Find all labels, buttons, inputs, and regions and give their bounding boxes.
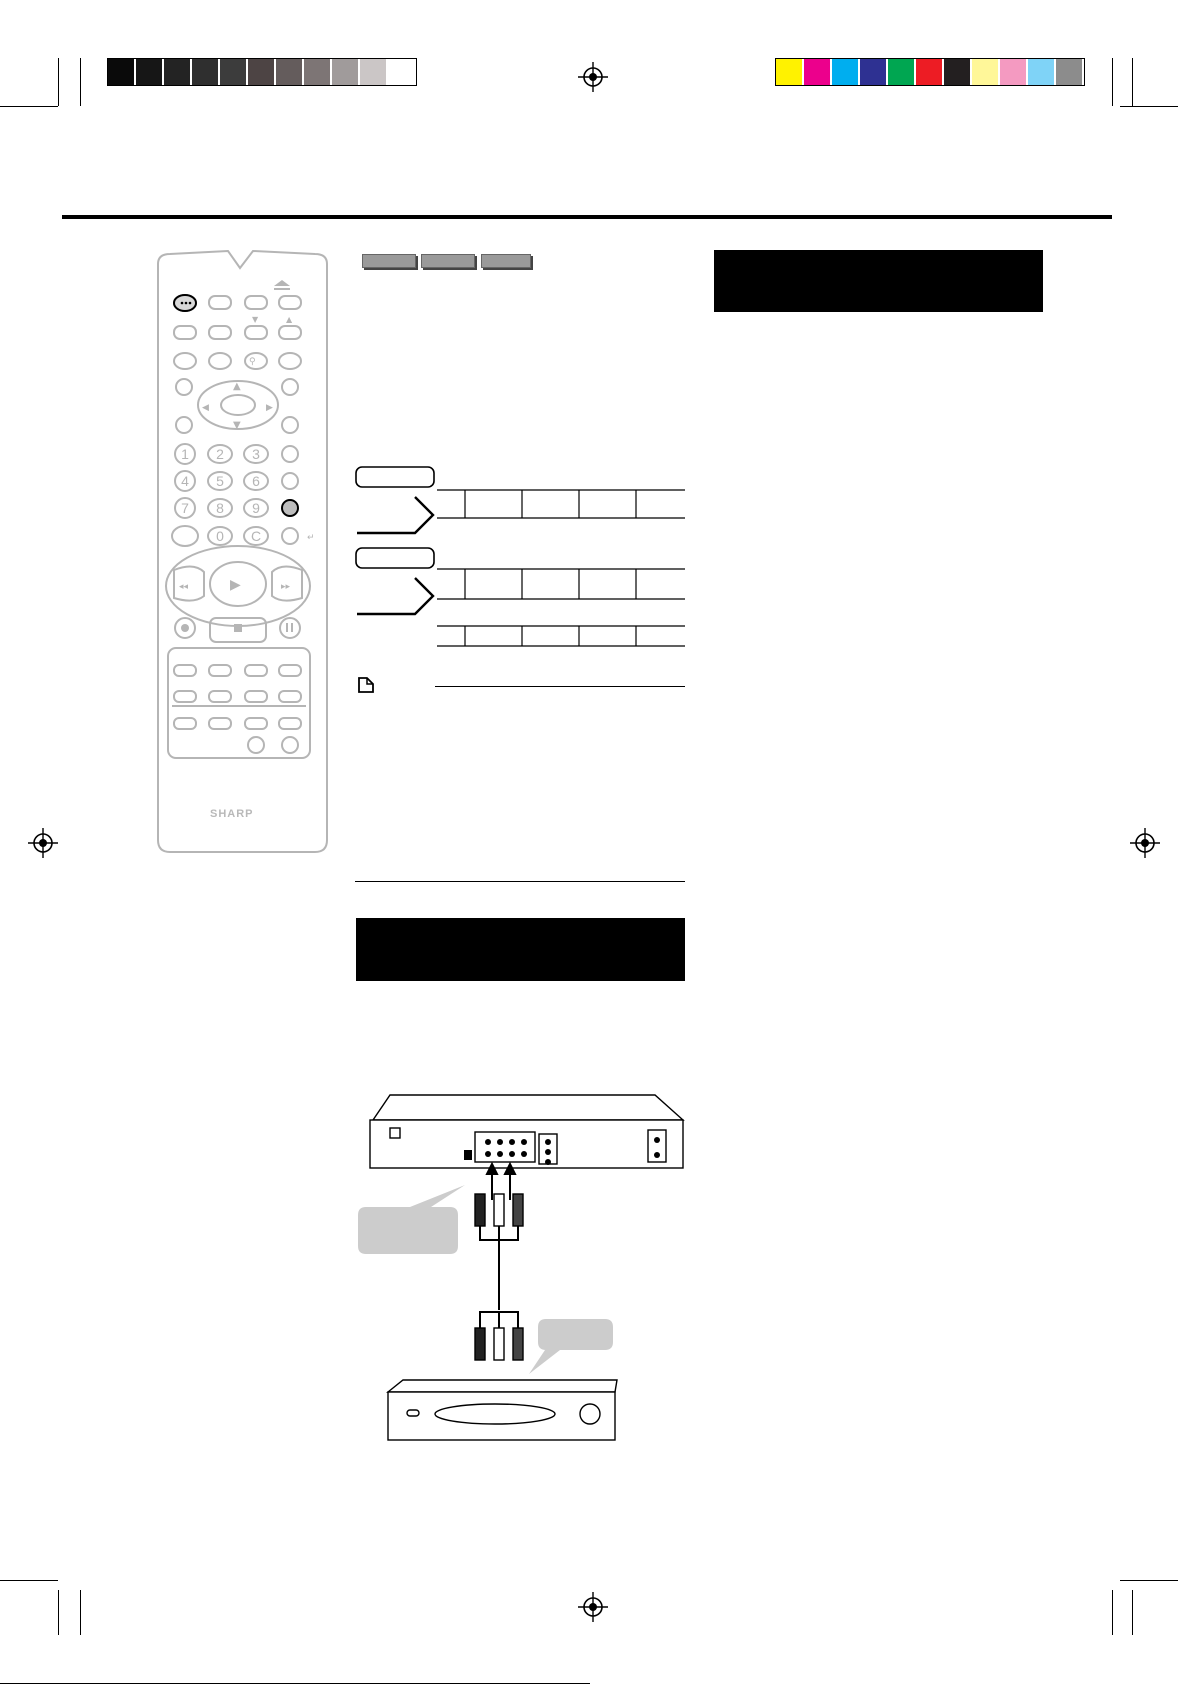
grayscale-bar <box>107 58 417 86</box>
right-heading-bar <box>714 250 1043 312</box>
svg-text:⚲: ⚲ <box>249 357 256 367</box>
mode-table-2 <box>355 546 690 651</box>
note-icon <box>357 676 375 694</box>
section-divider <box>355 881 685 882</box>
svg-text:7: 7 <box>181 500 189 516</box>
color-swatch <box>832 59 858 85</box>
recorder-rear-panel <box>370 1095 683 1168</box>
color-swatch <box>1000 59 1026 85</box>
color-swatch <box>388 59 414 85</box>
svg-text:▼: ▼ <box>233 420 241 431</box>
svg-text:0: 0 <box>216 528 224 544</box>
svg-text:↵: ↵ <box>307 533 315 543</box>
svg-text:▲: ▲ <box>286 315 293 324</box>
registration-target-icon <box>578 1592 608 1622</box>
svg-text:8: 8 <box>216 500 224 516</box>
section-heading-bar <box>356 918 685 981</box>
color-swatch <box>804 59 830 85</box>
color-swatch <box>108 59 134 85</box>
svg-text:▸▸: ▸▸ <box>281 582 291 592</box>
color-swatch <box>192 59 218 85</box>
svg-text:1: 1 <box>181 446 189 462</box>
svg-text:4: 4 <box>181 473 189 489</box>
color-bar <box>775 58 1085 86</box>
color-swatch <box>304 59 330 85</box>
disc-type-tab <box>481 254 531 268</box>
connection-diagram <box>355 1090 690 1475</box>
svg-text:▼: ▼ <box>252 315 259 324</box>
svg-text:▲: ▲ <box>233 381 241 392</box>
color-swatch <box>360 59 386 85</box>
color-swatch <box>944 59 970 85</box>
svg-text:◂◂: ◂◂ <box>179 582 189 592</box>
svg-text:9: 9 <box>252 500 260 516</box>
svg-text:▶: ▶ <box>230 577 241 593</box>
note-rule <box>435 686 685 687</box>
color-swatch <box>276 59 302 85</box>
color-swatch <box>136 59 162 85</box>
remote-control-illustration <box>150 250 335 855</box>
color-swatch <box>888 59 914 85</box>
color-swatch <box>776 59 802 85</box>
color-swatch <box>220 59 246 85</box>
registration-target-icon <box>578 62 608 92</box>
svg-text:2: 2 <box>216 446 224 462</box>
color-swatch <box>332 59 358 85</box>
registration-target-icon <box>28 828 58 858</box>
mode-table-1 <box>355 465 690 540</box>
svg-text:5: 5 <box>216 473 224 489</box>
svg-text:▶: ▶ <box>266 403 273 413</box>
svg-text:◀: ◀ <box>202 403 209 413</box>
header-rule <box>62 215 1112 219</box>
svg-text:C: C <box>250 528 262 544</box>
color-swatch <box>1056 59 1082 85</box>
color-swatch <box>1028 59 1054 85</box>
color-swatch <box>916 59 942 85</box>
remote-brand-logo: SHARP <box>210 808 254 820</box>
color-swatch <box>860 59 886 85</box>
svg-text:6: 6 <box>252 473 260 489</box>
color-swatch <box>164 59 190 85</box>
external-device <box>388 1380 617 1440</box>
disc-type-tab <box>362 254 416 268</box>
color-swatch <box>972 59 998 85</box>
svg-text:3: 3 <box>252 446 260 462</box>
registration-target-icon <box>1130 828 1160 858</box>
color-swatch <box>248 59 274 85</box>
disc-type-tab <box>421 254 475 268</box>
